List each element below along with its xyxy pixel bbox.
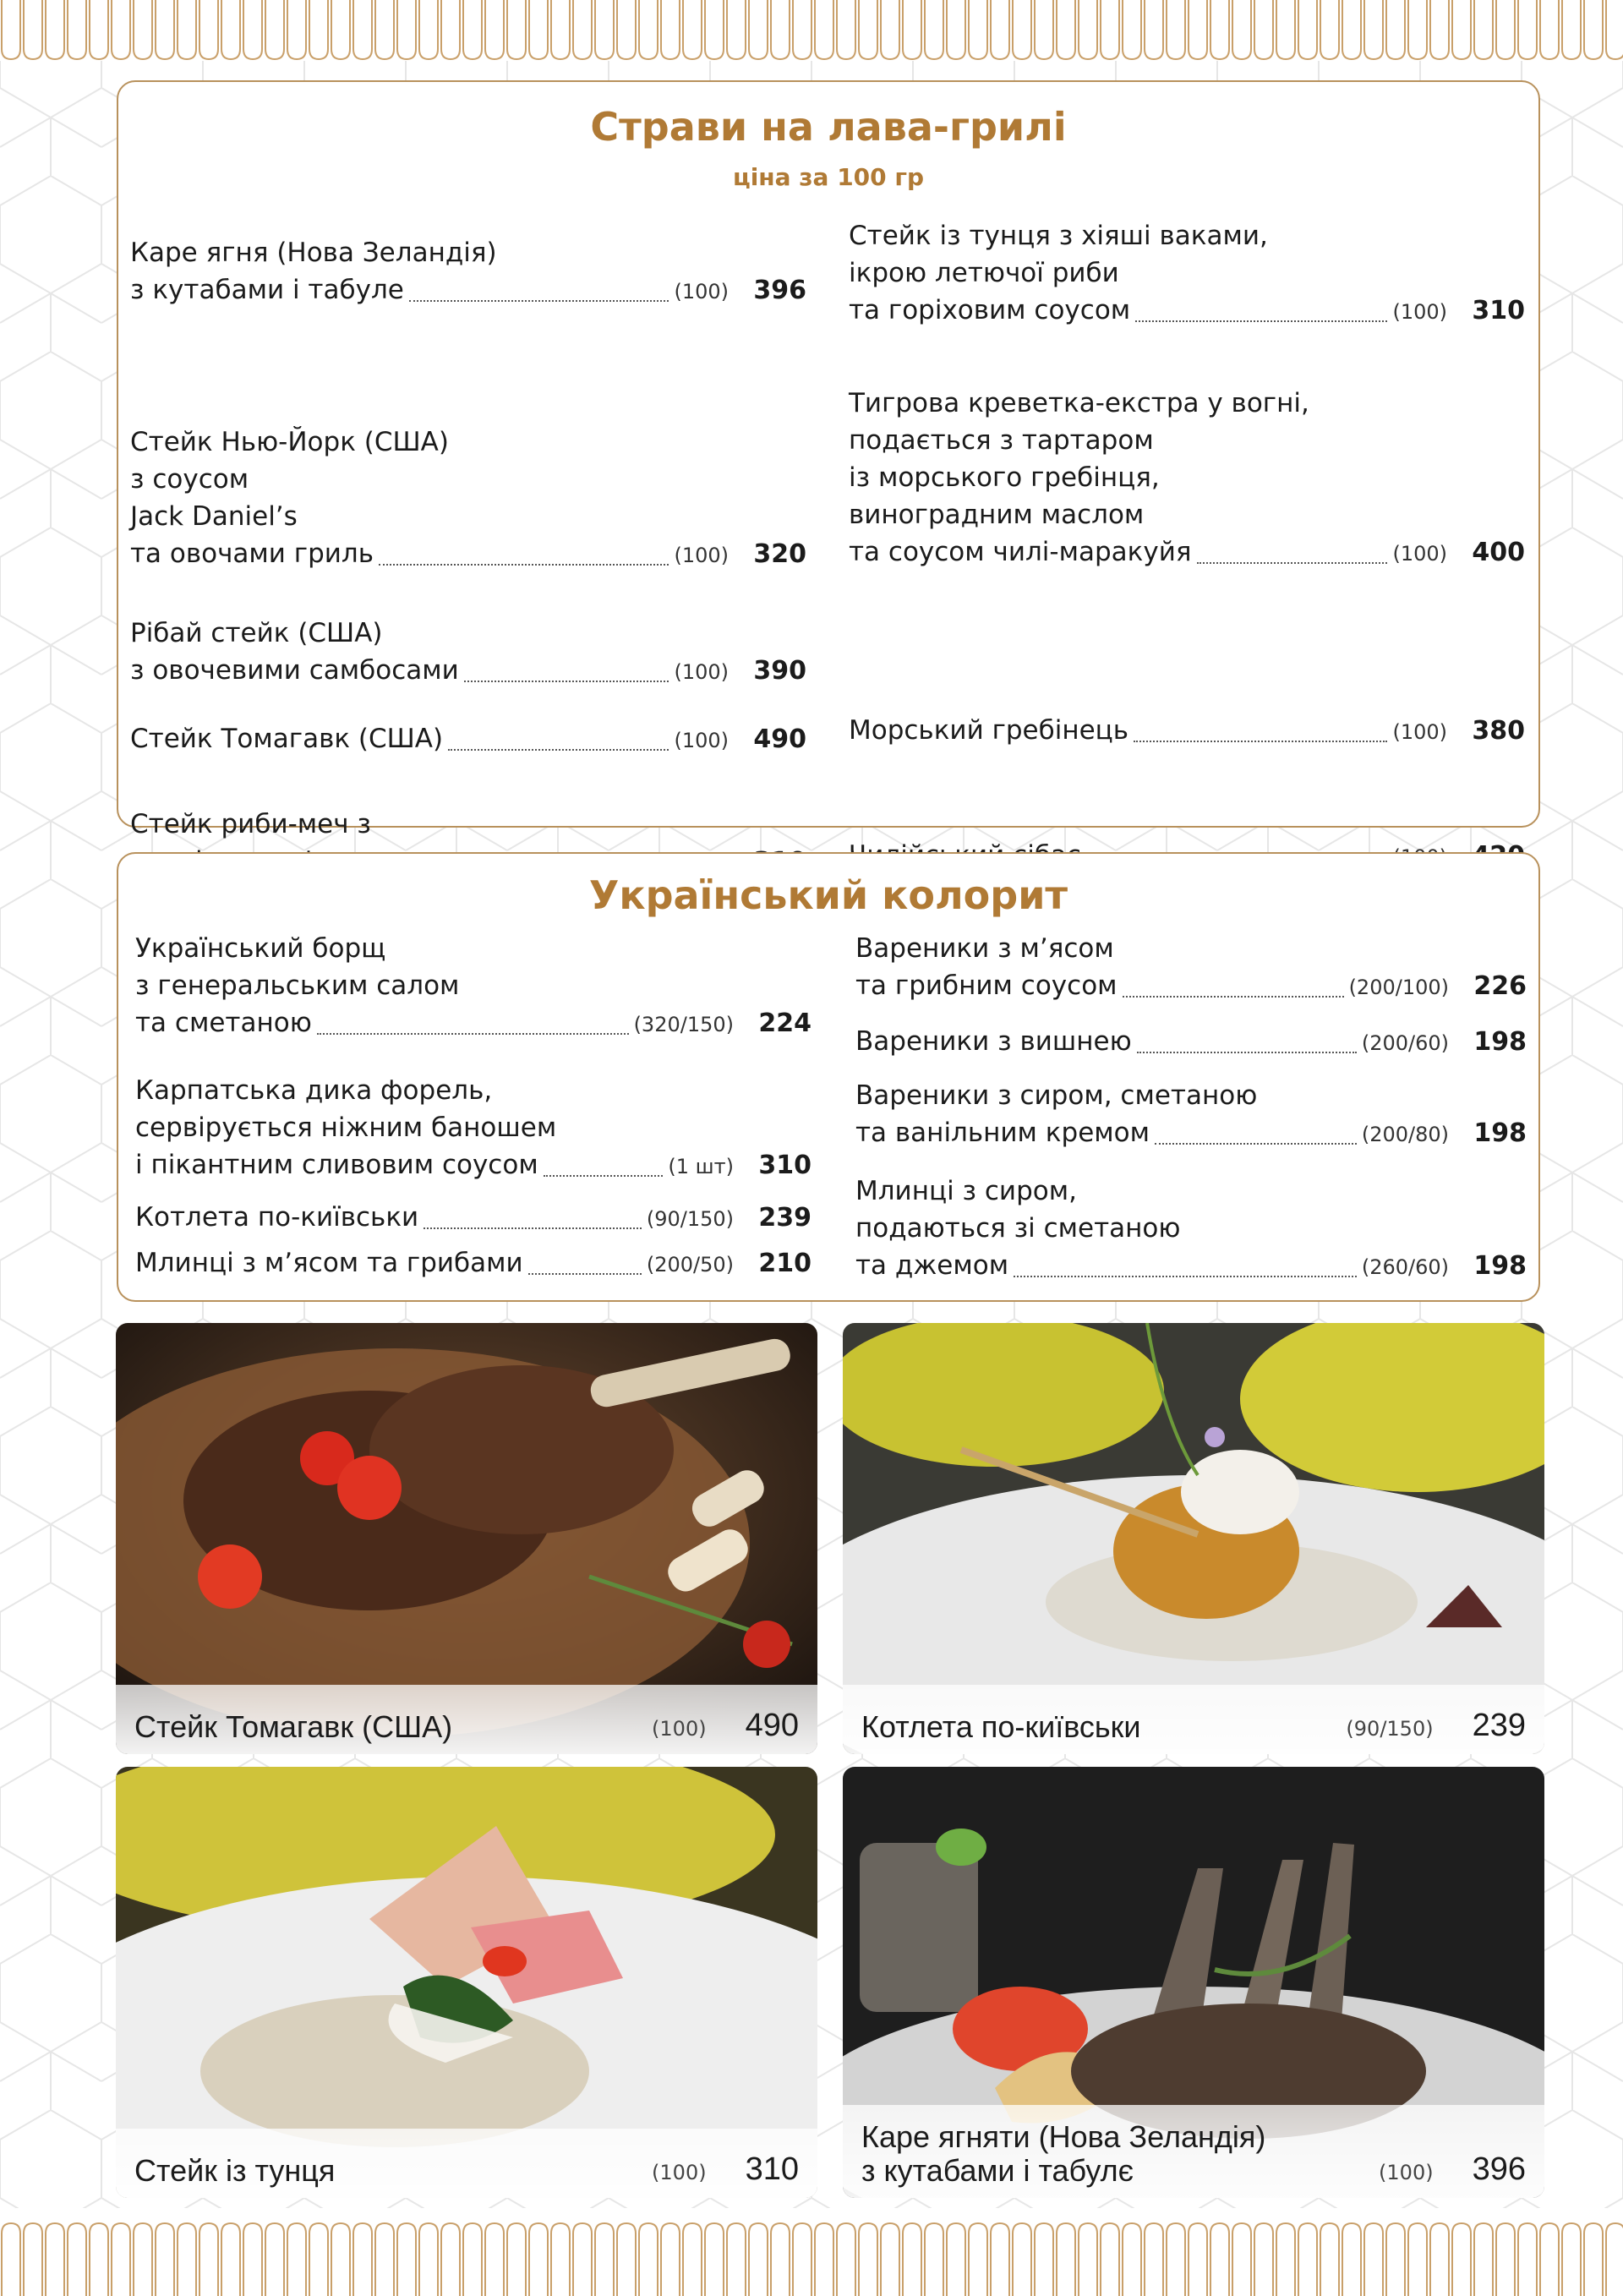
menu-item-price: 310 (758, 1151, 812, 1180)
menu-item (855, 1173, 1527, 1286)
menu-item-weight: (200/100) (1348, 976, 1449, 999)
dot-leader (1014, 1276, 1357, 1277)
photo-dish-name-line: Каре ягняти (Нова Зеландія) (861, 2119, 1266, 2154)
menu-item-price-line (135, 1244, 812, 1283)
menu-item-price-line (849, 712, 1525, 751)
photo-caption-tomahawk (116, 1685, 817, 1754)
photo-dish-price: 239 (1472, 1708, 1526, 1743)
photo-caption-lamb (843, 2105, 1544, 2198)
photo-dish-weight: (100) (652, 2161, 707, 2184)
dot-leader (1135, 320, 1387, 322)
decorative-bottom-border (0, 2208, 1623, 2296)
photo-dish-price: 490 (745, 1708, 799, 1743)
menu-item-price: 198 (1473, 1118, 1527, 1148)
menu-item (135, 930, 812, 1043)
menu-item-price: 400 (1472, 538, 1525, 567)
menu-item-description: Jack Daniel’s (130, 501, 298, 532)
menu-item-description: подається з тартаром (849, 425, 1154, 456)
menu-item-price: 226 (1473, 971, 1527, 1001)
dot-leader (448, 749, 669, 751)
photo-dish-name (861, 2120, 1265, 2188)
dot-leader (464, 681, 669, 682)
dot-leader (317, 1033, 629, 1035)
menu-item-name: та сметаною (135, 1008, 312, 1038)
photo-dish-weight: (100) (1379, 2161, 1434, 2184)
menu-item-price-line (135, 1004, 812, 1043)
menu-item-description: з генеральським салом (135, 970, 460, 1001)
ukrainian-section-title: Український колорит (588, 872, 1068, 918)
menu-item-description: Стейк риби-меч з (130, 809, 371, 839)
photo-dish-price: 396 (1472, 2151, 1526, 2187)
menu-item (130, 234, 806, 310)
menu-item-weight: (100) (1392, 300, 1447, 324)
menu-item-weight: (100) (674, 544, 729, 567)
photo-caption-tuna (116, 2129, 817, 2198)
menu-item-description: Вареники з сиром, сметаною (855, 1080, 1258, 1111)
menu-item-name: і пікантним сливовим соусом (135, 1150, 538, 1180)
menu-item-price-line (849, 292, 1525, 331)
menu-item-price: 198 (1473, 1251, 1527, 1281)
menu-item-price-line (855, 1114, 1527, 1153)
menu-item-weight: (200/50) (646, 1253, 734, 1276)
menu-item-price-line (130, 720, 806, 759)
menu-item-price-line (855, 967, 1527, 1006)
menu-item (849, 217, 1525, 331)
decorative-top-border (0, 0, 1623, 61)
dot-leader (409, 300, 669, 302)
photo-tomahawk-steak (116, 1323, 817, 1754)
menu-item-description: Український борщ (135, 933, 386, 964)
menu-item-price: 396 (753, 276, 806, 305)
menu-item-description: Тигрова креветка-екстра у вогні, (849, 388, 1309, 418)
photo-lamb-rack (843, 1767, 1544, 2198)
menu-item-weight: (100) (674, 729, 729, 752)
dot-leader (424, 1227, 642, 1229)
menu-item (135, 1244, 812, 1283)
photo-dish-name: Котлета по-київськи (861, 1709, 1141, 1744)
menu-item-price: 224 (758, 1009, 812, 1038)
menu-item-name: Морський гребінець (849, 715, 1129, 746)
menu-item-description: із морського гребінця, (849, 462, 1160, 493)
menu-item-price: 239 (758, 1203, 812, 1233)
photo-chicken-kyiv (843, 1323, 1544, 1754)
menu-item-name: Котлета по-київськи (135, 1202, 419, 1233)
menu-item-description: Рібай стейк (США) (130, 618, 383, 648)
menu-item-description: подаються зі сметаною (855, 1213, 1181, 1244)
menu-item (855, 930, 1527, 1006)
menu-item-price-line (130, 271, 806, 310)
photo-dish-name: Стейк Томагавк (США) (134, 1709, 453, 1744)
menu-item-price-line (849, 533, 1525, 572)
menu-item (130, 720, 806, 759)
dot-leader (1137, 1052, 1357, 1053)
menu-item-weight: (320/150) (633, 1013, 734, 1036)
menu-item-description: сервірується ніжним баношем (135, 1112, 557, 1143)
menu-item-name: та джемом (855, 1250, 1009, 1281)
dot-leader (528, 1273, 642, 1275)
menu-item-description: ікрою летючої риби (849, 258, 1119, 288)
grill-section-title: Страви на лава-грилі (590, 104, 1067, 150)
menu-item-description: Карпатська дика форель, (135, 1075, 493, 1106)
menu-item (130, 615, 806, 691)
menu-item (135, 1199, 812, 1238)
menu-item-name: та соусом чилі-маракуйя (849, 537, 1192, 567)
menu-item-weight: (100) (674, 280, 729, 303)
menu-item-price: 380 (1472, 716, 1525, 746)
menu-item-weight: (100) (1392, 720, 1447, 744)
menu-item-weight: (200/80) (1361, 1123, 1449, 1146)
menu-item-name: Вареники з вишнею (855, 1026, 1132, 1057)
menu-item-description: з соусом (130, 464, 249, 495)
menu-item-weight: (100) (674, 660, 729, 684)
dot-leader (544, 1175, 664, 1177)
menu-item-price-line (135, 1146, 812, 1185)
menu-item-price: 390 (753, 656, 806, 686)
menu-item (135, 1072, 812, 1185)
menu-item-weight: (200/60) (1361, 1031, 1449, 1055)
lava-grill-panel (117, 80, 1540, 839)
dot-leader (1123, 996, 1344, 998)
menu-item (849, 712, 1525, 751)
menu-item-price-line (855, 1247, 1527, 1286)
menu-item-price: 490 (753, 724, 806, 754)
ukrainian-colorit-panel (117, 852, 1540, 1302)
menu-item-price: 310 (1472, 296, 1525, 325)
menu-item-price: 198 (1473, 1027, 1527, 1057)
menu-item-price: 320 (753, 539, 806, 569)
menu-item-weight: (260/60) (1361, 1255, 1449, 1279)
menu-item-price-line (855, 1023, 1527, 1062)
menu-item-weight: (100) (1392, 542, 1447, 566)
menu-item-name: Стейк Томагавк (США) (130, 724, 444, 754)
menu-item (130, 424, 806, 574)
menu-item-weight: (1 шт) (668, 1155, 734, 1178)
dot-leader (379, 564, 669, 566)
menu-item-name: з кутабами і табуле (130, 275, 404, 305)
menu-item-description: Млинці з сиром, (855, 1176, 1077, 1206)
menu-item-name: з овочевими самбосами (130, 655, 459, 686)
menu-item (855, 1023, 1527, 1062)
menu-item-description: Стейк із тунця з хіяші ваками, (849, 221, 1268, 251)
menu-item-name: та ванільним кремом (855, 1118, 1150, 1148)
menu-item-description: Каре ягня (Нова Зеландія) (130, 238, 497, 268)
photo-dish-name: Стейк із тунця (134, 2153, 336, 2188)
dot-leader (1197, 562, 1388, 564)
photo-dish-name-line: з кутабами і табулє (861, 2153, 1134, 2188)
photo-dish-weight: (90/150) (1346, 1717, 1434, 1741)
menu-item-description: виноградним маслом (849, 500, 1145, 530)
menu-item-weight: (90/150) (646, 1207, 734, 1231)
menu-item (849, 385, 1525, 572)
menu-item-price: 210 (758, 1249, 812, 1278)
grill-section-subtitle: ціна за 100 гр (732, 163, 925, 191)
menu-item-price-line (130, 652, 806, 691)
photo-dish-weight: (100) (652, 1717, 707, 1741)
menu-item-name: та овочами гриль (130, 538, 374, 569)
menu-item-description: Вареники з м’ясом (855, 933, 1114, 964)
menu-item-name: Млинці з м’ясом та грибами (135, 1248, 523, 1278)
menu-item-description: Стейк Нью-Йорк (США) (130, 427, 449, 457)
menu-item-price-line (135, 1199, 812, 1238)
photo-caption-chicken-kyiv (843, 1685, 1544, 1754)
dot-leader (1155, 1143, 1357, 1145)
menu-item-name: та горіховим соусом (849, 295, 1131, 325)
menu-item (855, 1077, 1527, 1153)
photo-tuna-steak (116, 1767, 817, 2198)
dot-leader (1134, 741, 1387, 742)
menu-item-name: та грибним соусом (855, 970, 1118, 1001)
menu-item-price-line (130, 535, 806, 574)
photo-dish-price: 310 (745, 2151, 799, 2187)
